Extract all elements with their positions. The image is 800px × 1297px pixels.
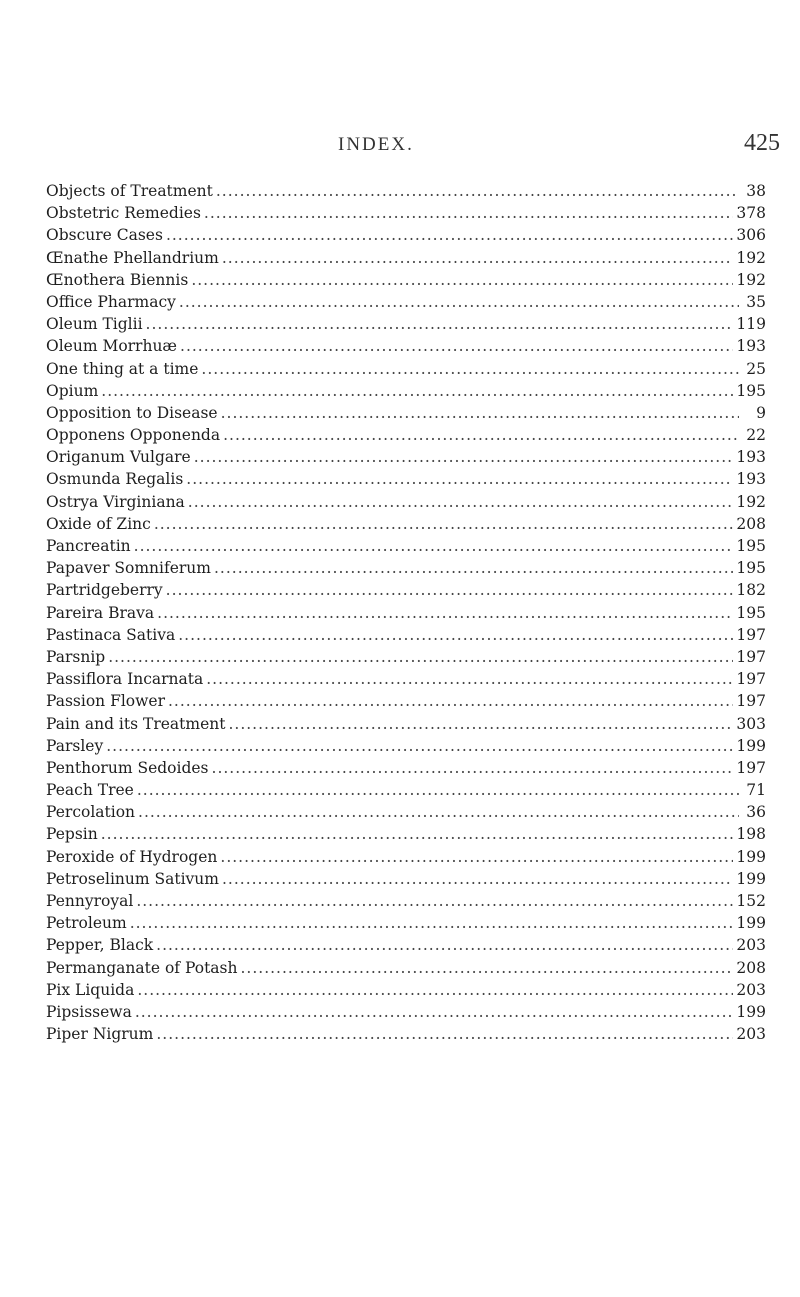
index-term: Opposition to Disease (46, 403, 218, 422)
index-term: Osmunda Regalis (46, 470, 184, 489)
index-term: Pancreatin (46, 537, 131, 555)
index-entry (46, 934, 766, 956)
index-page-number: 197 (736, 758, 766, 777)
dot-leader (108, 646, 733, 668)
index-entry (46, 890, 766, 912)
dot-leader (191, 269, 733, 291)
index-term: Parsnip (46, 647, 106, 666)
index-entry (46, 202, 766, 224)
index-page-number: 378 (736, 204, 766, 223)
index-term: Opponens Opponenda (46, 426, 221, 445)
index-entry (46, 313, 766, 335)
index-term: Opium (46, 381, 99, 400)
index-page-number: 199 (736, 847, 766, 866)
index-page-number: 197 (736, 670, 766, 689)
index-entry (46, 846, 766, 868)
dot-leader (220, 846, 733, 868)
index-entry (46, 690, 766, 712)
index-page-number: 199 (736, 1002, 766, 1021)
index-entry (46, 446, 766, 468)
index-term: Oleum Morrhuæ (46, 337, 178, 356)
index-page-number: 195 (736, 537, 766, 555)
index-page-number: 199 (736, 736, 766, 755)
index-page-number: 303 (736, 714, 766, 733)
index-page-number: 199 (736, 869, 766, 888)
index-term: Pepper, Black (46, 936, 154, 955)
index-term: Office Pharmacy (46, 292, 176, 311)
dot-leader (146, 313, 734, 335)
index-entry (46, 957, 766, 979)
index-term: Œnothera Biennis (46, 270, 189, 289)
index-entry (46, 424, 766, 446)
dot-leader (137, 979, 733, 1001)
index-page-number: 119 (736, 315, 766, 334)
dot-leader (214, 557, 733, 579)
index-page-number: 203 (736, 1025, 766, 1044)
index-term: Œnathe Phellandrium (46, 248, 219, 267)
index-term: Pepsin (46, 825, 98, 844)
index-entry (46, 779, 766, 801)
dot-leader (206, 668, 733, 690)
index-term: Partridgeberry (46, 581, 163, 600)
index-page-number: 71 (746, 781, 766, 800)
index-page-number: 208 (736, 958, 766, 977)
dot-leader (157, 602, 733, 624)
index-term: Peach Tree (46, 781, 134, 800)
dot-leader (136, 890, 733, 912)
index-term: Passion Flower (46, 692, 165, 711)
index-entry (46, 713, 766, 735)
index-term: Oxide of Zinc (46, 514, 151, 533)
dot-leader (101, 823, 734, 845)
index-entry (46, 912, 766, 934)
index-page-number: 195 (736, 603, 766, 622)
dot-leader (135, 1001, 734, 1023)
index-term: One thing at a time (46, 359, 199, 378)
dot-leader (222, 868, 733, 890)
dot-leader (138, 801, 739, 823)
index-page-number: 306 (736, 226, 766, 245)
dot-leader (201, 358, 739, 380)
index-entry (46, 757, 766, 779)
index-entry (46, 1023, 766, 1045)
index-entry (46, 557, 766, 579)
dot-leader (154, 513, 734, 535)
index-page-number: 203 (736, 936, 766, 955)
dot-leader (168, 690, 733, 712)
index-entry (46, 513, 766, 535)
index-page-number: 193 (736, 337, 766, 356)
index-page-number: 197 (736, 625, 766, 644)
index-entry (46, 269, 766, 291)
dot-leader (106, 735, 733, 757)
index-page-number: 35 (746, 292, 766, 311)
dot-leader (137, 779, 739, 801)
dot-leader (241, 957, 734, 979)
dot-leader (186, 468, 733, 490)
index-entry (46, 491, 766, 513)
index-term: Pastinaca Sativa (46, 625, 176, 644)
dot-leader (166, 579, 734, 601)
index-entry (46, 646, 766, 668)
index-term: Origanum Vulgare (46, 448, 191, 467)
index-page-number: 195 (736, 381, 766, 400)
index-term: Percolation (46, 803, 136, 822)
dot-leader (156, 934, 733, 956)
index-entry (46, 602, 766, 624)
index-term: Oleum Tiglii (46, 315, 143, 334)
index-entry (46, 358, 766, 380)
dot-leader (156, 1023, 733, 1045)
index-page-number: 192 (736, 492, 766, 511)
index-entry (46, 624, 766, 646)
dot-leader (216, 180, 739, 202)
dot-leader (223, 424, 739, 446)
index-entry (46, 180, 766, 202)
index-page-number: 25 (746, 359, 766, 378)
index-entry (46, 735, 766, 757)
index-page-number: 203 (736, 980, 766, 999)
index-entry (46, 1001, 766, 1023)
index-term: Obscure Cases (46, 226, 163, 245)
index-page-number: 182 (736, 581, 766, 600)
index-entry (46, 668, 766, 690)
dot-leader (204, 202, 733, 224)
index-entry (46, 380, 766, 402)
index-term: Obstetric Remedies (46, 204, 201, 223)
index-term: Petroselinum Sativum (46, 869, 219, 888)
dot-leader (222, 247, 734, 269)
index-term: Ostrya Virginiana (46, 492, 185, 511)
dot-leader (166, 224, 733, 246)
index-term: Objects of Treatment (46, 182, 213, 200)
index-term: Permanganate of Potash (46, 958, 238, 977)
index-term: Petroleum (46, 914, 127, 933)
index-term: Peroxide of Hydrogen (46, 847, 218, 866)
index-entry (46, 468, 766, 490)
index-page-number: 22 (746, 426, 766, 445)
index-entry (46, 335, 766, 357)
index-page-number: 193 (736, 448, 766, 467)
index-term: Pipsissewa (46, 1002, 132, 1021)
page-title: INDEX. (338, 134, 414, 155)
dot-leader (134, 535, 734, 557)
index-page-number: 199 (736, 914, 766, 933)
dot-leader (101, 380, 733, 402)
index-term: Pareira Brava (46, 603, 155, 622)
index-entry (46, 402, 766, 424)
index-page-number: 36 (746, 803, 766, 822)
index-entry (46, 801, 766, 823)
index-page-number: 195 (736, 559, 766, 578)
index-page-number: 192 (736, 248, 766, 267)
dot-leader (188, 491, 734, 513)
index-page-number: 152 (736, 892, 766, 910)
index-page-number: 193 (736, 470, 766, 489)
index-entry (46, 823, 766, 845)
index-page-number: 9 (756, 403, 766, 422)
dot-leader (221, 402, 739, 424)
index-entry (46, 224, 766, 246)
index-entry (46, 579, 766, 601)
index-page-number: 38 (746, 182, 766, 200)
dot-leader (180, 335, 733, 357)
page-header (0, 130, 800, 166)
index-list (46, 180, 766, 1045)
index-term: Penthorum Sedoides (46, 758, 209, 777)
index-term: Piper Nigrum (46, 1025, 154, 1044)
index-term: Passiflora Incarnata (46, 670, 204, 689)
index-term: Parsley (46, 736, 104, 755)
index-page-number: 197 (736, 647, 766, 666)
dot-leader (228, 713, 733, 735)
index-term: Pain and its Treatment (46, 714, 226, 733)
index-term: Pix Liquida (46, 980, 135, 999)
index-page-number: 197 (736, 692, 766, 711)
dot-leader (194, 446, 734, 468)
index-page-number: 208 (736, 514, 766, 533)
page-number: 425 (744, 130, 780, 156)
index-entry (46, 979, 766, 1001)
index-entry (46, 868, 766, 890)
dot-leader (212, 757, 734, 779)
dot-leader (178, 624, 733, 646)
index-term: Papaver Somniferum (46, 559, 211, 578)
dot-leader (130, 912, 734, 934)
index-entry (46, 291, 766, 313)
index-term: Pennyroyal (46, 892, 134, 910)
dot-leader (179, 291, 739, 313)
index-entry (46, 247, 766, 269)
index-page-number: 198 (736, 825, 766, 844)
index-page-number: 192 (736, 270, 766, 289)
index-entry (46, 535, 766, 557)
